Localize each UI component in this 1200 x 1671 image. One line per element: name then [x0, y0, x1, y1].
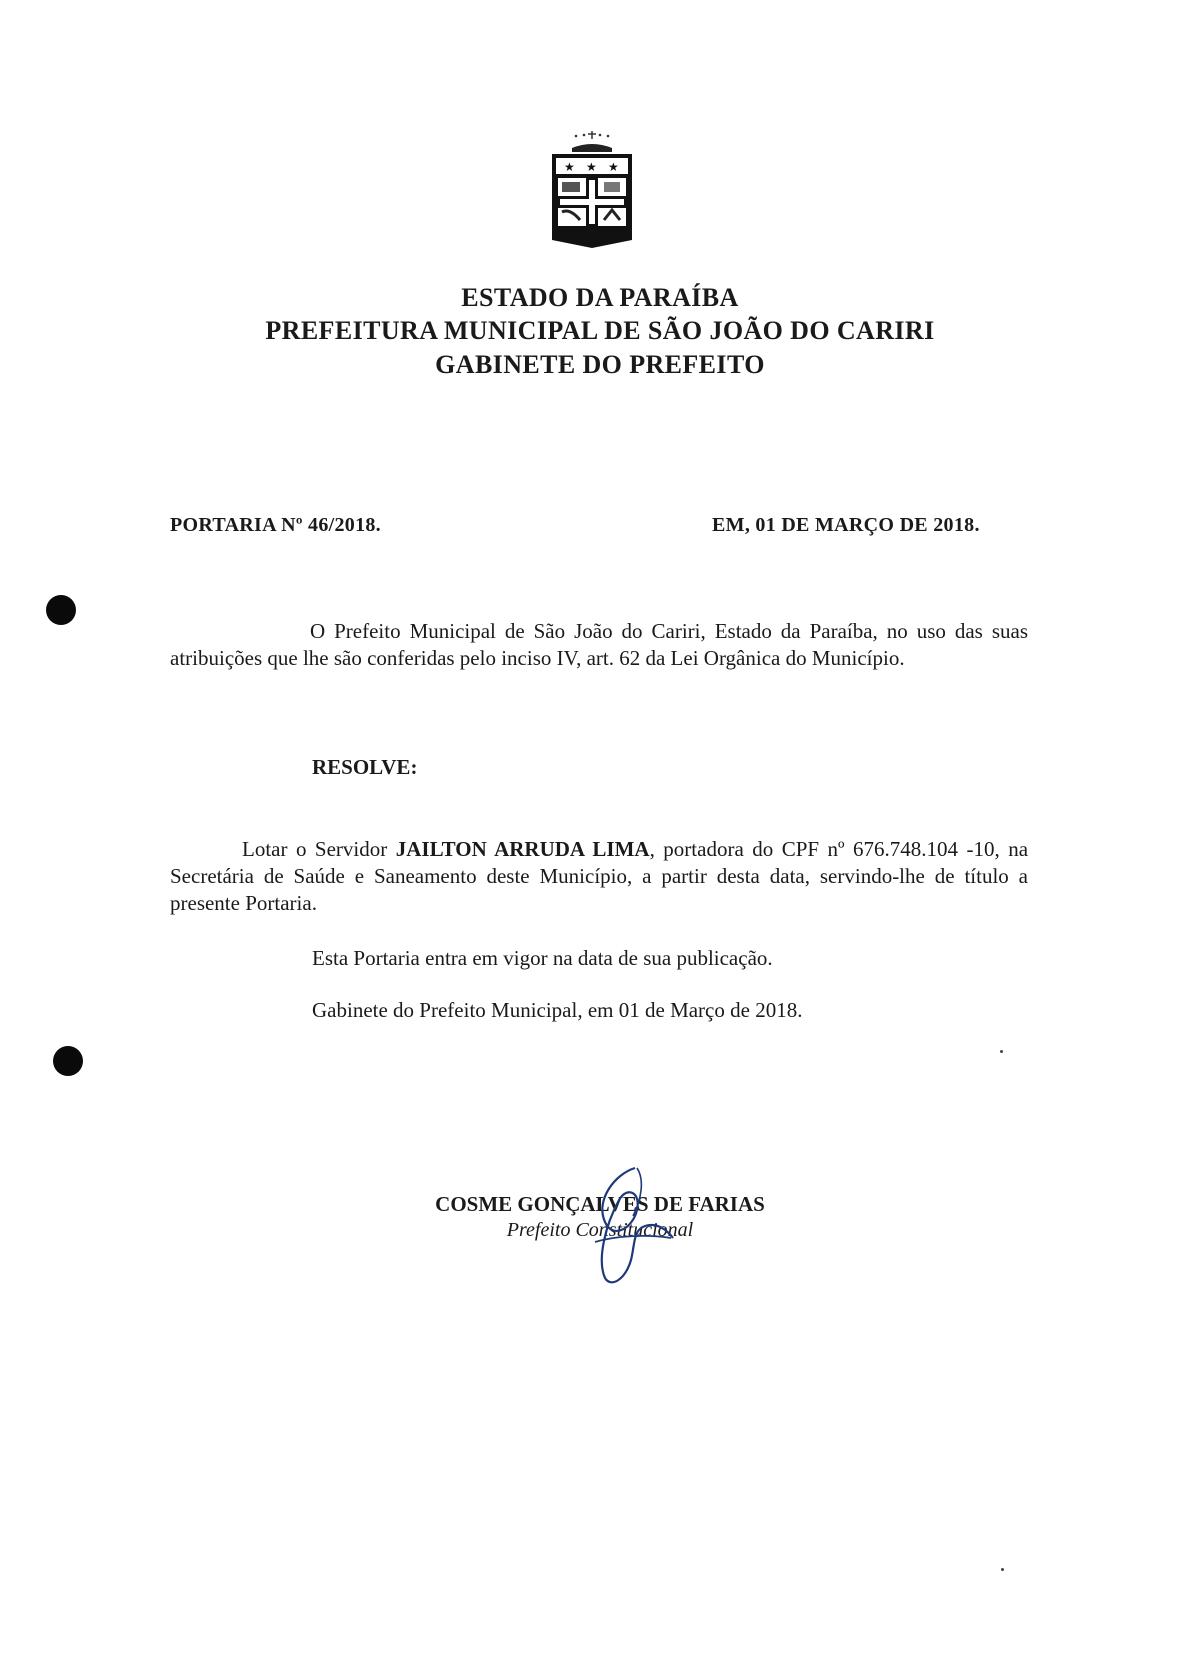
portaria-number: PORTARIA Nº 46/2018. — [170, 514, 381, 536]
main-text-suffix: , portadora do CPF nº 676.748.104 -10, na Secretária de Saúde e Saneamento deste Município, a partir desta data, servindo-lhe de título a presente Portaria. — [170, 837, 1029, 915]
vigor-statement: Esta Portaria entra em vigor na data de sua publicação. — [312, 946, 773, 970]
signatory-title: Prefeito Constitucional — [506, 1219, 694, 1241]
intro-text: O Prefeito Municipal de São João do Cariri, Estado da Paraíba, no uso das suas atribuições que lhe são conferidas pelo inciso IV, art. 62 da Lei Orgânica do Município. — [170, 619, 1028, 670]
svg-text:★: ★ — [586, 160, 597, 174]
scan-speck — [1001, 1568, 1004, 1571]
main-text-prefix: Lotar o Servidor — [242, 837, 388, 861]
header-municipality: PREFEITURA MUNICIPAL DE SÃO JOÃO DO CARIRI — [265, 316, 935, 345]
resolve-heading: RESOLVE: — [312, 755, 418, 779]
punch-hole-top — [46, 595, 76, 625]
handwritten-signature — [575, 1160, 685, 1290]
municipal-crest-icon — [546, 130, 638, 248]
header-office: GABINETE DO PREFEITO — [435, 350, 765, 379]
signatory-name: COSME GONÇALVES DE FARIAS — [435, 1192, 765, 1216]
header-state: ESTADO DA PARAÍBA — [461, 283, 739, 312]
svg-text:★: ★ — [608, 160, 619, 174]
intro-paragraph — [170, 618, 1028, 672]
punch-hole-bottom — [53, 1046, 83, 1076]
portaria-date: EM, 01 DE MARÇO DE 2018. — [712, 514, 980, 536]
closing-statement: Gabinete do Prefeito Municipal, em 01 de Março de 2018. — [312, 998, 803, 1022]
svg-text:★: ★ — [564, 160, 575, 174]
servant-name: JAILTON ARRUDA LIMA — [395, 837, 650, 861]
scan-speck — [1000, 1050, 1003, 1053]
main-paragraph — [170, 836, 1028, 917]
